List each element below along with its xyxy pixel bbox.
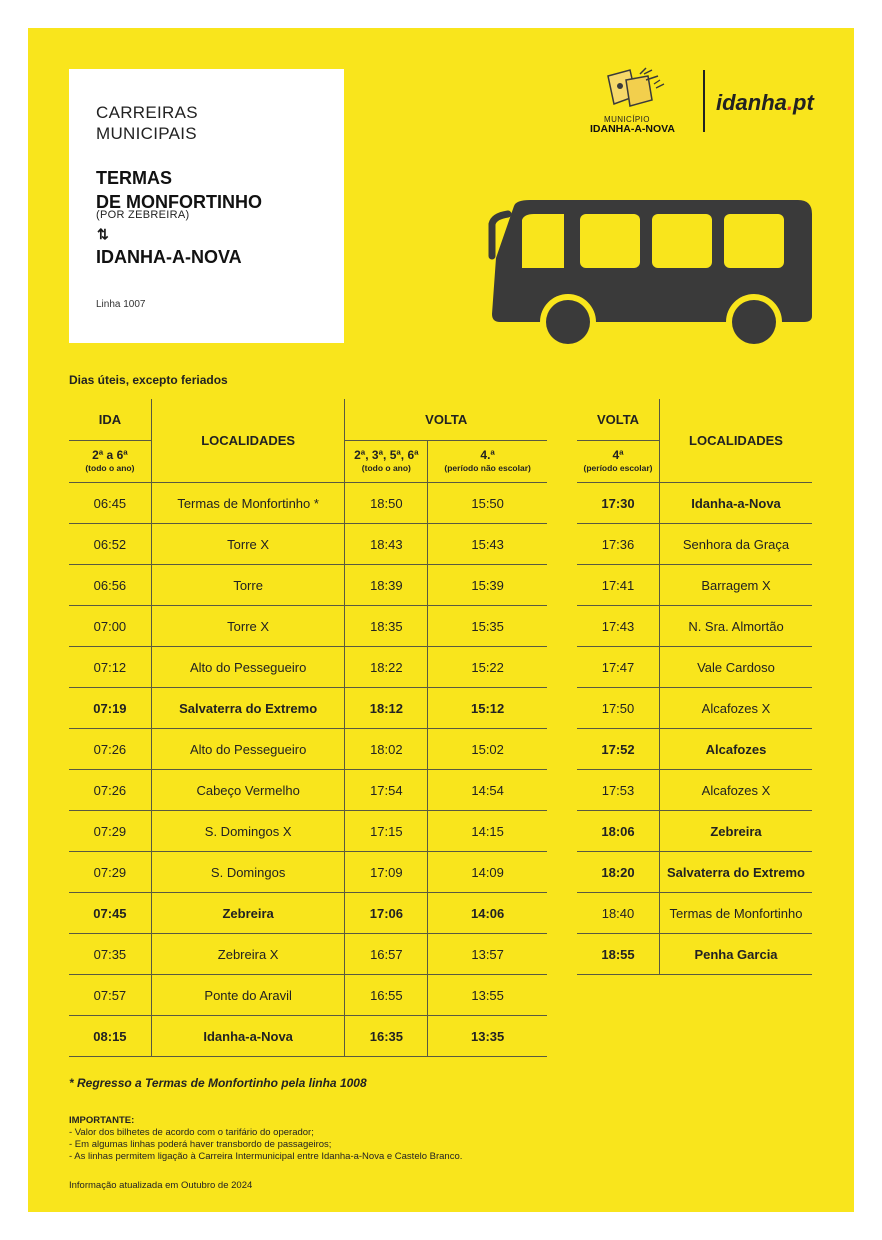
cell-t: 17:47 (577, 647, 660, 688)
important-notes (69, 1115, 462, 1163)
cell-loc: Termas de Monfortinho * (151, 483, 345, 524)
cell-loc: Torre X (151, 524, 345, 565)
table-row (577, 565, 812, 606)
cell-t: 17:36 (577, 524, 660, 565)
cell-v1: 17:06 (345, 893, 428, 934)
table-row (69, 647, 547, 688)
important-item: - Valor dos bilhetes de acordo com o tarifário do operador; (69, 1127, 314, 1138)
table-row (577, 811, 812, 852)
cell-t: 17:50 (577, 688, 660, 729)
cell-loc: Ponte do Aravil (151, 975, 345, 1016)
col-volta2-days: 4ª (período escolar) (577, 441, 660, 483)
cell-loc: Torre X (151, 606, 345, 647)
cell-loc: Alcafozes X (660, 770, 813, 811)
cell-loc: Salvaterra do Extremo (151, 688, 345, 729)
website-main: idanha (716, 90, 787, 115)
col-ida: IDA (69, 399, 151, 441)
cell-v1: 18:50 (345, 483, 428, 524)
table-row (577, 483, 812, 524)
logo-municipio-text: MUNICÍPIO (604, 115, 650, 124)
cell-t: 17:53 (577, 770, 660, 811)
cell-v2: 15:02 (428, 729, 547, 770)
cell-ida: 06:56 (69, 565, 151, 606)
table-row (69, 688, 547, 729)
footnote: * Regresso a Termas de Monfortinho pela linha 1008 (69, 1076, 367, 1090)
timetable-main (69, 399, 547, 1057)
table-row (577, 524, 812, 565)
table-row (69, 934, 547, 975)
table-row (577, 934, 812, 975)
cell-v1: 17:15 (345, 811, 428, 852)
cell-v2: 13:55 (428, 975, 547, 1016)
cell-loc: Idanha-a-Nova (660, 483, 813, 524)
table-row (577, 852, 812, 893)
cell-v2: 14:09 (428, 852, 547, 893)
col-ida-days: 2ª a 6ª (todo o ano) (69, 441, 151, 483)
cell-loc: N. Sra. Almortão (660, 606, 813, 647)
cell-loc: Alto do Pessegueiro (151, 647, 345, 688)
update-date: Informação atualizada em Outubro de 2024 (69, 1180, 253, 1191)
col-localidades: LOCALIDADES (151, 399, 345, 483)
website-dot: . (786, 90, 794, 115)
cell-v2: 15:39 (428, 565, 547, 606)
table-row (69, 975, 547, 1016)
cell-loc: Zebreira (151, 893, 345, 934)
table-row (577, 893, 812, 934)
cell-loc: Barragem X (660, 565, 813, 606)
logo-name-text: IDANHA-A-NOVA (590, 123, 675, 135)
cell-v2: 14:15 (428, 811, 547, 852)
col-volta-days: 2ª, 3ª, 5ª, 6ª (todo o ano) (345, 441, 428, 483)
cell-v2: 15:50 (428, 483, 547, 524)
cell-ida: 07:00 (69, 606, 151, 647)
col-volta2: VOLTA (577, 399, 660, 441)
cell-loc: Salvaterra do Extremo (660, 852, 813, 893)
cell-ida: 07:26 (69, 770, 151, 811)
col-localidades2: LOCALIDADES (660, 399, 813, 483)
cell-ida: 07:26 (69, 729, 151, 770)
website-tld: pt (793, 90, 814, 115)
table-row (577, 688, 812, 729)
cell-t: 18:40 (577, 893, 660, 934)
cell-loc: Vale Cardoso (660, 647, 813, 688)
cell-v1: 16:57 (345, 934, 428, 975)
cell-loc: Termas de Monfortinho (660, 893, 813, 934)
cell-t: 18:06 (577, 811, 660, 852)
cell-v1: 18:12 (345, 688, 428, 729)
cell-v1: 17:09 (345, 852, 428, 893)
cell-v1: 18:35 (345, 606, 428, 647)
table-row (577, 647, 812, 688)
cell-loc: Zebreira X (151, 934, 345, 975)
table-row (69, 852, 547, 893)
cell-ida: 07:12 (69, 647, 151, 688)
route-via: (POR ZEBREIRA) (96, 209, 190, 221)
cell-loc: Senhora da Graça (660, 524, 813, 565)
cell-v1: 16:55 (345, 975, 428, 1016)
cell-v2: 13:35 (428, 1016, 547, 1057)
cell-t: 17:30 (577, 483, 660, 524)
col-volta: VOLTA (345, 399, 547, 441)
municipal-crest-icon (600, 66, 670, 114)
cell-t: 18:20 (577, 852, 660, 893)
cell-ida: 07:29 (69, 811, 151, 852)
cell-v1: 17:54 (345, 770, 428, 811)
route-origin: TERMAS DE MONFORTINHO (96, 168, 262, 212)
line-number: Linha 1007 (96, 299, 146, 310)
cell-ida: 08:15 (69, 1016, 151, 1057)
col-volta-wed: 4.ª (período não escolar) (428, 441, 547, 483)
table-row (69, 606, 547, 647)
cell-v2: 14:54 (428, 770, 547, 811)
schedule-caption: Dias úteis, excepto feriados (69, 373, 228, 387)
cell-v1: 18:02 (345, 729, 428, 770)
cell-v1: 18:22 (345, 647, 428, 688)
table-row (69, 893, 547, 934)
cell-v1: 18:43 (345, 524, 428, 565)
cell-loc: Penha Garcia (660, 934, 813, 975)
cell-loc: S. Domingos X (151, 811, 345, 852)
cell-v2: 15:35 (428, 606, 547, 647)
cell-v2: 15:22 (428, 647, 547, 688)
table-row (577, 729, 812, 770)
cell-ida: 07:45 (69, 893, 151, 934)
table-row (69, 729, 547, 770)
cell-v2: 15:43 (428, 524, 547, 565)
table-row (69, 770, 547, 811)
cell-ida: 07:19 (69, 688, 151, 729)
cell-v1: 18:39 (345, 565, 428, 606)
cell-ida: 07:35 (69, 934, 151, 975)
table-row (69, 565, 547, 606)
cell-ida: 06:52 (69, 524, 151, 565)
cell-loc: Idanha-a-Nova (151, 1016, 345, 1057)
important-item: - Em algumas linhas poderá haver transbordo de passageiros; (69, 1139, 332, 1150)
cell-loc: Alcafozes X (660, 688, 813, 729)
series-title: CARREIRAS MUNICIPAIS (96, 103, 198, 143)
cell-loc: S. Domingos (151, 852, 345, 893)
cell-loc: Torre (151, 565, 345, 606)
important-title: IMPORTANTE: (69, 1115, 135, 1126)
website-link[interactable] (716, 90, 814, 116)
table-row (69, 1016, 547, 1057)
cell-ida: 07:57 (69, 975, 151, 1016)
bidirectional-arrows-icon: ⇅ (97, 226, 109, 242)
cell-v2: 14:06 (428, 893, 547, 934)
bus-icon (480, 198, 816, 344)
cell-v2: 15:12 (428, 688, 547, 729)
route-destination: IDANHA-A-NOVA (96, 247, 242, 267)
table-row (69, 483, 547, 524)
table-row (69, 811, 547, 852)
cell-loc: Zebreira (660, 811, 813, 852)
logo-divider (703, 70, 705, 132)
cell-v2: 13:57 (428, 934, 547, 975)
cell-v1: 16:35 (345, 1016, 428, 1057)
table-row (577, 770, 812, 811)
table-row (577, 606, 812, 647)
cell-loc: Alto do Pessegueiro (151, 729, 345, 770)
cell-t: 17:43 (577, 606, 660, 647)
table-row (69, 524, 547, 565)
cell-t: 17:52 (577, 729, 660, 770)
title-box (69, 69, 344, 343)
important-item: - As linhas permitem ligação à Carreira Intermunicipal entre Idanha-a-Nova e Castelo Branco. (69, 1151, 463, 1162)
cell-t: 17:41 (577, 565, 660, 606)
cell-loc: Alcafozes (660, 729, 813, 770)
cell-ida: 06:45 (69, 483, 151, 524)
timetable-return (577, 399, 812, 975)
cell-ida: 07:29 (69, 852, 151, 893)
cell-t: 18:55 (577, 934, 660, 975)
cell-loc: Cabeço Vermelho (151, 770, 345, 811)
